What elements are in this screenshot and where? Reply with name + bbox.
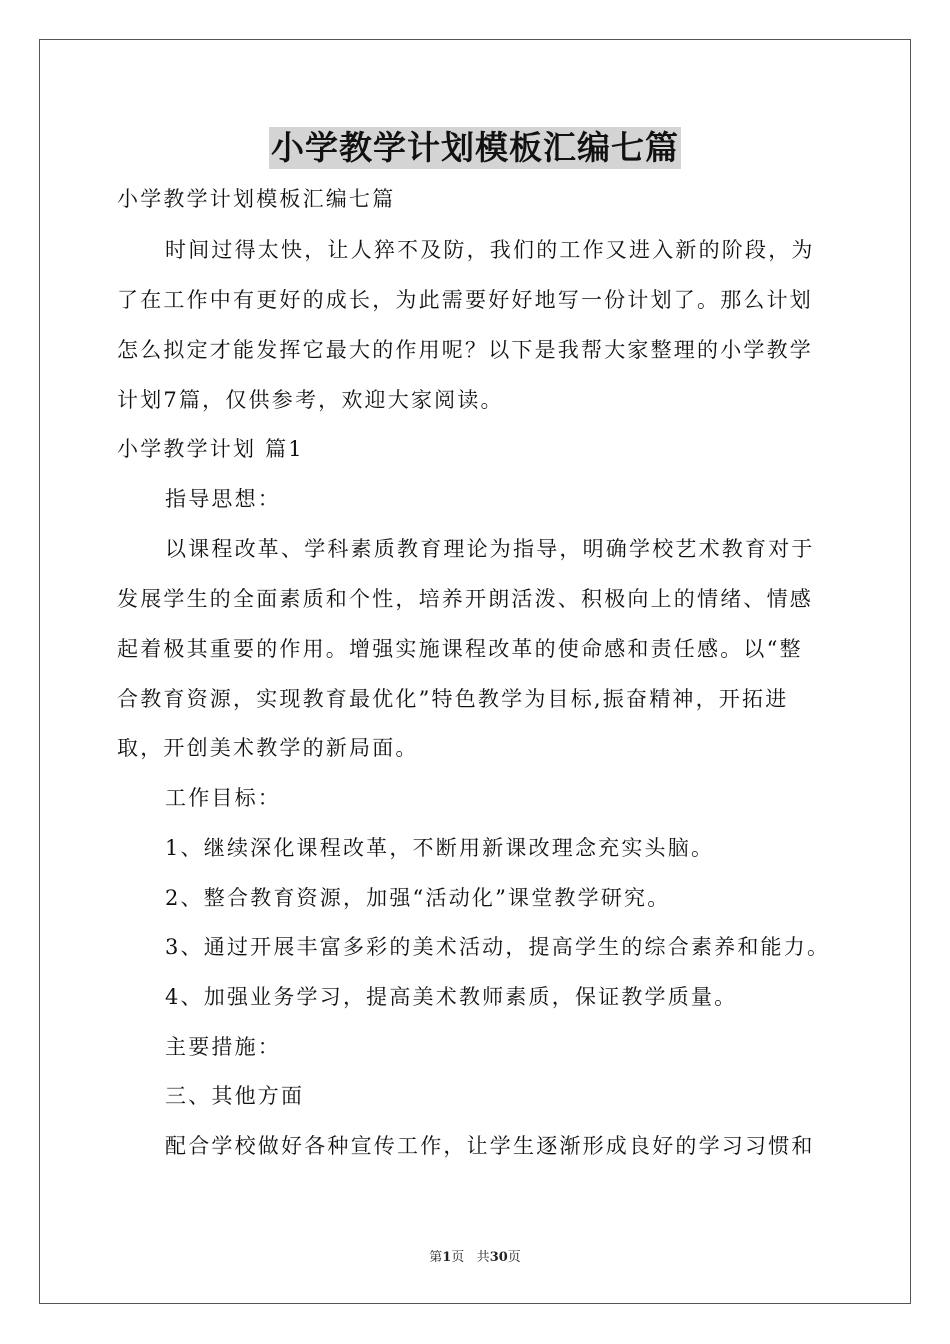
subheading: 工作目标：	[165, 786, 281, 810]
list-item: 2、整合教育资源，加强“活动化”课堂教学研究。	[165, 886, 671, 910]
section-heading: 小学教学计划 篇1	[117, 437, 304, 461]
paragraph-line: 配合学校做好各种宣传工作，让学生逐渐形成良好的学习习惯和	[165, 1134, 815, 1158]
list-item: 3、通过开展丰富多彩的美术活动，提高学生的综合素养和能力。	[165, 935, 831, 959]
paragraph-line: 怎么拟定才能发挥它最大的作用呢？以下是我帮大家整理的小学教学	[117, 338, 813, 362]
page-prefix: 第	[429, 1250, 443, 1265]
paragraph-line: 以课程改革、学科素质教育理论为指导，明确学校艺术教育对于	[165, 537, 815, 561]
subheading: 三、其他方面	[165, 1084, 305, 1108]
paragraph-line: 发展学生的全面素质和个性，培养开朗活泼、积极向上的情绪、情感	[117, 587, 813, 611]
subtitle-line: 小学教学计划模板汇编七篇	[117, 187, 396, 211]
paragraph-line: 取，开创美术教学的新局面。	[117, 736, 419, 760]
total-pages: 30	[489, 1250, 508, 1265]
page-border	[39, 39, 911, 1304]
list-item: 1、继续深化课程改革，不断用新课改理念充实头脑。	[165, 836, 715, 860]
paragraph-line: 起着极其重要的作用。增强实施课程改革的使命感和责任感。以“整	[117, 637, 803, 661]
title-container	[0, 127, 950, 169]
page-number: 1	[442, 1250, 452, 1265]
paragraph-line: 时间过得太快，让人猝不及防，我们的工作又进入新的阶段，为	[165, 238, 815, 262]
paragraph-line: 合教育资源，实现教育最优化”特色教学为目标,振奋精神，开拓进	[117, 687, 789, 711]
total-suffix: 页	[507, 1250, 521, 1265]
subheading: 指导思想：	[165, 487, 281, 511]
subheading: 主要措施：	[165, 1035, 281, 1059]
list-item: 4、加强业务学习，提高美术教师素质，保证教学质量。	[165, 985, 738, 1009]
paragraph-line: 计划7篇，仅供参考，欢迎大家阅读。	[117, 388, 504, 412]
paragraph-line: 了在工作中有更好的成长，为此需要好好地写一份计划了。那么计划	[117, 288, 813, 312]
document-title: 小学教学计划模板汇编七篇	[271, 128, 679, 167]
page-footer	[0, 1246, 950, 1265]
page-suffix: 页	[451, 1250, 465, 1265]
total-prefix: 共	[476, 1250, 490, 1265]
